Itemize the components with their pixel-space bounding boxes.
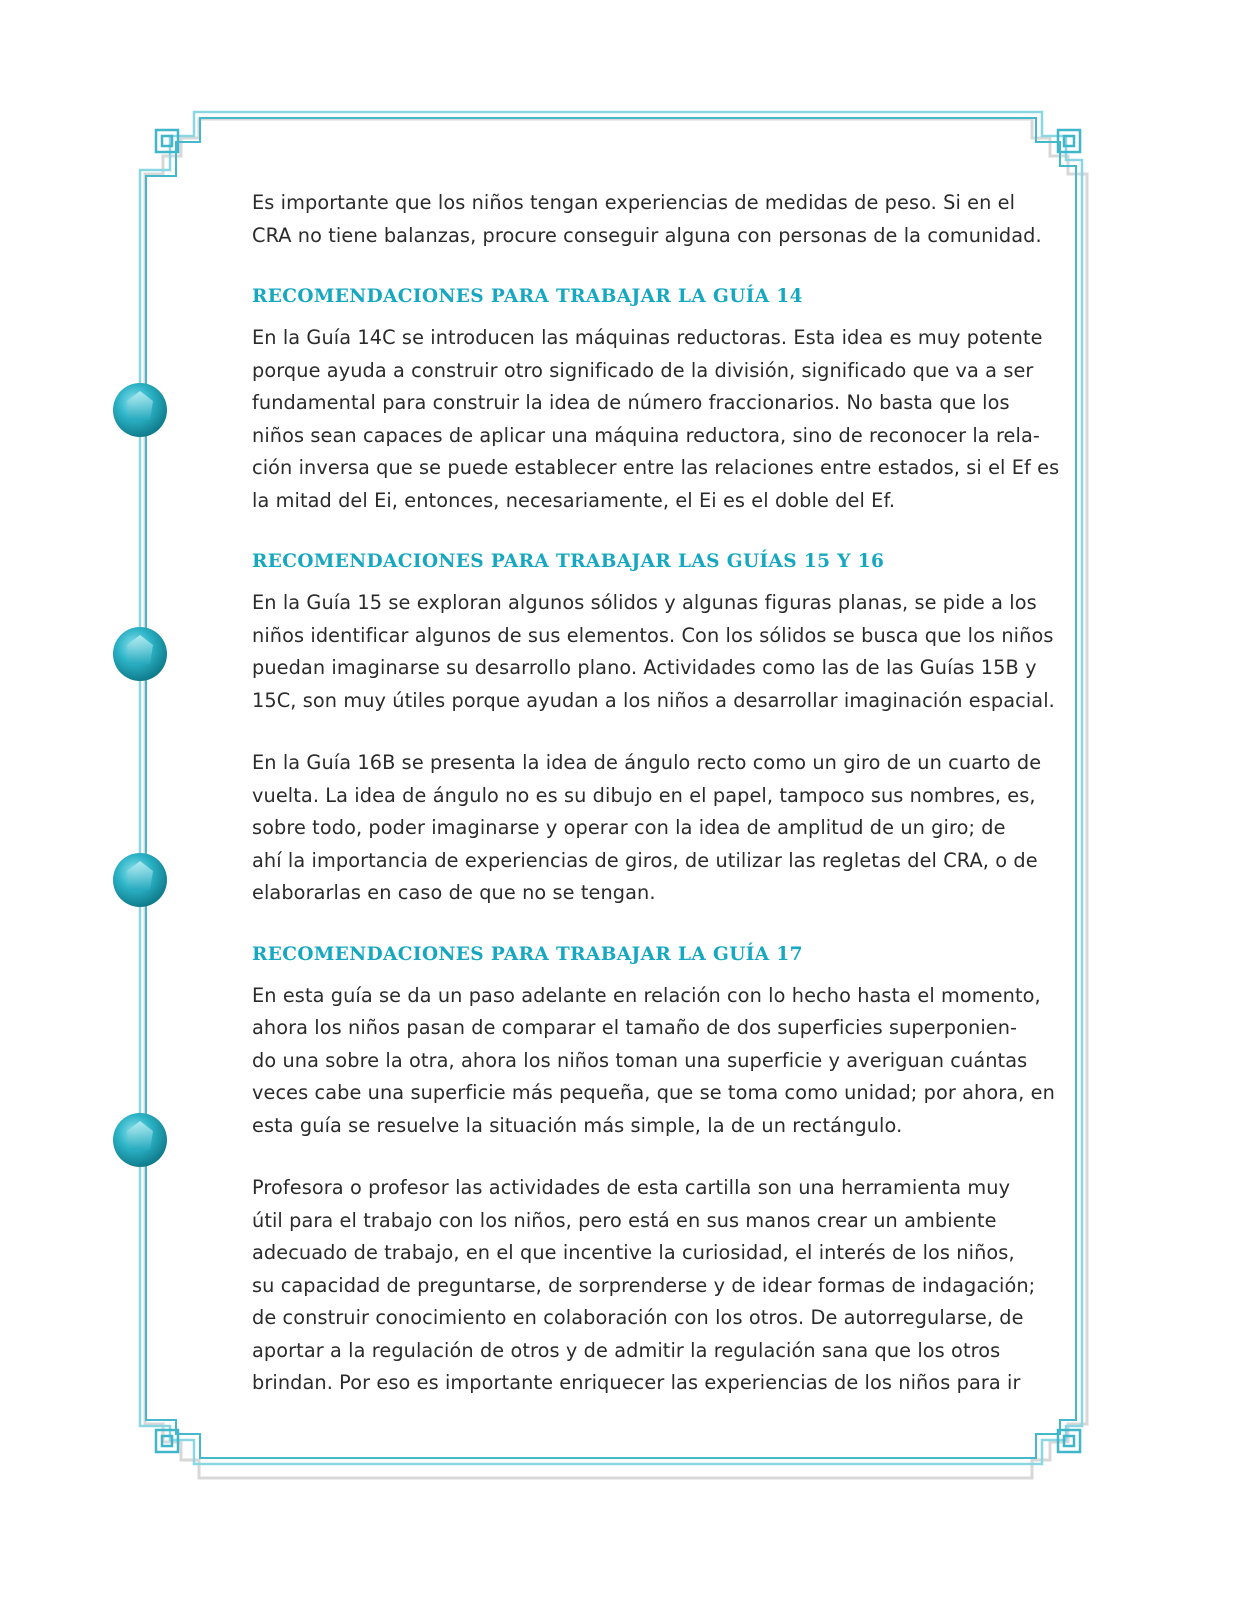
section-heading: RECOMENDACIONES PARA TRABAJAR LA GUÍA 17 bbox=[252, 943, 803, 965]
paragraph-line: ahí la importancia de experiencias de giros, de utilizar las regletas del CRA, o de bbox=[252, 848, 1038, 872]
paragraph-line: Es importante que los niños tengan experiencias de medidas de peso. Si en el bbox=[252, 191, 1016, 214]
paragraph-line: porque ayuda a construir otro significado de la división, significado que va a ser bbox=[252, 358, 1034, 382]
paragraph-line: la mitad del Ei, entonces, necesariamente, el Ei es el doble del Ef. bbox=[252, 488, 896, 512]
paragraph-line: fundamental para construir la idea de número fraccionarios. No basta que los bbox=[252, 391, 1010, 414]
corner-ornament-top-left bbox=[156, 130, 178, 152]
paragraph-line: sobre todo, poder imaginarse y operar con la idea de amplitud de un giro; de bbox=[252, 816, 1006, 839]
binder-bead-4 bbox=[113, 1113, 167, 1167]
paragraph-line: 15C, son muy útiles porque ayudan a los niños a desarrollar imaginación espacial. bbox=[252, 688, 1055, 712]
paragraph-line: su capacidad de preguntarse, de sorprenderse y de idear formas de indagación; bbox=[252, 1273, 1036, 1297]
paragraph-line: En la Guía 14C se introducen las máquinas reductoras. Esta idea es muy potente bbox=[252, 326, 1043, 349]
paragraph-line: puedan imaginarse su desarrollo plano. Actividades como las de las Guías 15B y bbox=[252, 656, 1037, 679]
section-heading: RECOMENDACIONES PARA TRABAJAR LAS GUÍAS 15 Y 16 bbox=[252, 551, 885, 572]
paragraph-line: En la Guía 16B se presenta la idea de ángulo recto como un giro de un cuarto de bbox=[252, 751, 1042, 774]
paragraph-line: niños sean capaces de aplicar una máquina reductora, sino de reconocer la rela- bbox=[252, 423, 1040, 447]
paragraph-line: brindan. Por eso es importante enriquecer las experiencias de los niños para ir bbox=[252, 1371, 1021, 1394]
paragraph bbox=[252, 747, 1042, 910]
paragraph-line: CRA no tiene balanzas, procure conseguir alguna con personas de la comunidad. bbox=[252, 223, 1042, 247]
paragraph-line: niños identificar algunos de sus elementos. Con los sólidos se busca que los niños bbox=[252, 623, 1054, 647]
binder-bead-2 bbox=[113, 627, 167, 681]
binder-bead-1 bbox=[113, 383, 167, 437]
paragraph-line: veces cabe una superficie más pequeña, que se toma como unidad; por ahora, en bbox=[252, 1081, 1055, 1104]
paragraph-line: ahora los niños pasan de comparar el tamaño de dos superficies superponien- bbox=[252, 1016, 1018, 1039]
page-content bbox=[252, 187, 1060, 1430]
corner-ornament-top-right bbox=[1058, 130, 1080, 152]
paragraph-line: En esta guía se da un paso adelante en relación con lo hecho hasta el momento, bbox=[252, 983, 1041, 1007]
paragraph bbox=[252, 587, 1055, 717]
paragraph-line: útil para el trabajo con los niños, pero está en sus manos crear un ambiente bbox=[252, 1208, 997, 1232]
paragraph-line: En la Guía 15 se exploran algunos sólidos y algunas figuras planas, se pide a los bbox=[252, 591, 1037, 614]
paragraph bbox=[252, 322, 1060, 517]
section-heading: RECOMENDACIONES PARA TRABAJAR LA GUÍA 14 bbox=[252, 286, 803, 307]
paragraph-line: adecuado de trabajo, en el que incentive la curiosidad, el interés de los niños, bbox=[252, 1241, 1015, 1264]
paragraph bbox=[252, 1172, 1036, 1400]
paragraph-line: ción inversa que se puede establecer entre las relaciones entre estados, si el Ef es bbox=[252, 456, 1060, 479]
paragraph-line: vuelta. La idea de ángulo no es su dibujo en el papel, tampoco sus nombres, es, bbox=[252, 783, 1036, 807]
paragraph-line: esta guía se resuelve la situación más simple, la de un rectángulo. bbox=[252, 1113, 903, 1137]
paragraph-line: de construir conocimiento en colaboración con los otros. De autorregularse, de bbox=[252, 1306, 1024, 1329]
paragraph-line: do una sobre la otra, ahora los niños toman una superficie y averiguan cuántas bbox=[252, 1048, 1028, 1072]
paragraph-line: elaborarlas en caso de que no se tengan. bbox=[252, 881, 656, 904]
paragraph bbox=[252, 187, 1042, 252]
paragraph-line: aportar a la regulación de otros y de admitir la regulación sana que los otros bbox=[252, 1338, 1001, 1362]
binder-bead-3 bbox=[113, 853, 167, 907]
paragraph-line: Profesora o profesor las actividades de esta cartilla son una herramienta muy bbox=[252, 1176, 1011, 1199]
paragraph bbox=[252, 980, 1055, 1143]
